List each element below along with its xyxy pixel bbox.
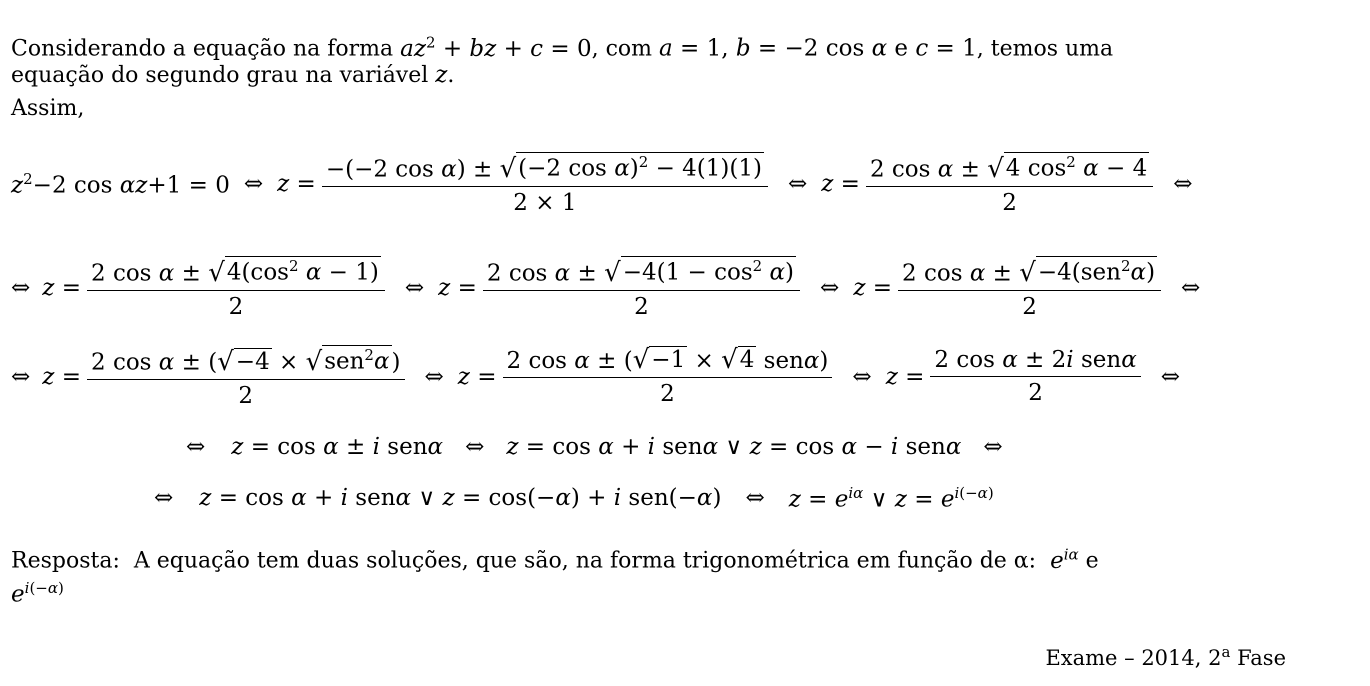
- equation-row-3: [11, 345, 1194, 409]
- equation-row-2: [11, 256, 1214, 320]
- fraction-factor-4: 2 cos α ± √ $4(\cos^2$ α − 1) 2: [87, 256, 385, 320]
- equivalence-symbol: ⇔: [852, 363, 872, 390]
- answer-label: Resposta:: [11, 548, 120, 574]
- ordinal-indicator: a: [1221, 643, 1231, 661]
- equivalence-symbol: ⇔: [1181, 274, 1201, 301]
- fraction-sen-squared: 2 cos α ± √ −4(sen$^2$α) 2: [898, 256, 1161, 320]
- intro-text-start: Considerando a equação na forma: [11, 36, 401, 62]
- fraction-negative-4: 2 cos α ± √ $-4(1 - \cos^2 \alpha)$ 2: [483, 256, 800, 320]
- intro-line-3: Assim,: [11, 96, 85, 121]
- intro-text-end: , temos uma: [976, 36, 1114, 62]
- simplified-fraction-1: 2 cos α ± √ 4 $\cos^2 \alpha - 4$ 2: [866, 152, 1153, 216]
- fraction-imaginary-unit: 2 cos α ± ( √ −1 × √ 4 senα) 2: [503, 346, 833, 407]
- equivalence-symbol: ⇔: [186, 434, 206, 460]
- equation-row-1: [11, 152, 1206, 216]
- answer-solution-1: $e^{i\alpha}$: [1050, 545, 1079, 574]
- z-equals: z =: [821, 170, 860, 197]
- equivalence-symbol: ⇔: [11, 363, 31, 390]
- equivalence-symbol: ⇔: [745, 485, 765, 512]
- equation-row-5: [154, 484, 994, 513]
- intro-text-mid: , com: [591, 36, 660, 62]
- z-equals: z =: [42, 363, 81, 390]
- z-equals: z =: [277, 170, 316, 197]
- quadratic-equation: $z^2-2$ cos αz+1 = 0: [11, 169, 230, 199]
- equivalence-symbol: ⇔: [404, 274, 425, 301]
- equivalence-symbol: ⇔: [1160, 363, 1181, 390]
- answer-conjunction: e: [1085, 548, 1099, 574]
- z-equals: z =: [853, 274, 893, 301]
- trig-solutions-split: z = cos α + i senα ∨ z = cos α − i senα: [506, 434, 962, 460]
- equivalence-symbol: ⇔: [1173, 170, 1193, 197]
- z-equals: z =: [457, 363, 497, 390]
- equivalence-symbol: ⇔: [11, 274, 31, 301]
- trig-solution-pm: z = cos α ± i senα: [231, 434, 444, 460]
- equivalence-symbol: ⇔: [983, 434, 1003, 460]
- quadratic-formula-fraction: −(−2 cos α) ± √ (−2 cos α)$^2$ − 4(1)(1) 2 × 1: [322, 152, 768, 216]
- answer-line-1: [11, 537, 1099, 579]
- intro-text-2: equação do segundo grau na variável: [11, 63, 436, 88]
- equivalence-symbol: ⇔: [424, 363, 444, 390]
- trig-solutions-negative-angle: z = cos α + i senα ∨ z = cos(−α) + i sen(−α): [199, 485, 722, 512]
- fraction-2i-sen: $\frac{\text{2 cos α ± 2i senα}}{2}$: [930, 347, 1140, 406]
- equivalence-symbol: ⇔: [465, 434, 485, 460]
- exam-reference: [1045, 643, 1286, 670]
- coefficients: a = 1, b = −2 cos α e c = 1: [659, 35, 977, 62]
- variable-z: z: [435, 62, 448, 88]
- equivalence-symbol: ⇔: [820, 274, 840, 301]
- z-equals: z =: [42, 274, 81, 301]
- exponential-solutions: $z = e^{i\alpha}$ ∨ $z = e^{i(-\alpha)}$: [788, 484, 994, 513]
- z-equals: z =: [438, 274, 477, 301]
- answer-text: A equação tem duas soluções, que são, na forma trigonométrica em função de α:: [133, 548, 1037, 574]
- exam-phase: Fase: [1237, 646, 1286, 670]
- answer-solution-2: $e^{i(-\alpha)}$: [11, 579, 64, 608]
- z-equals: z =: [885, 363, 925, 390]
- equivalence-symbol: ⇔: [787, 170, 808, 197]
- equation-row-4: [186, 434, 1025, 460]
- equivalence-symbol: ⇔: [154, 485, 174, 512]
- intro-line-2: equação do segundo grau na variável z.: [11, 62, 455, 88]
- fraction-split-roots: 2 cos α ± ( √ −4 × √ sen$^2$α ) 2: [87, 345, 405, 409]
- equivalence-symbol: ⇔: [243, 170, 264, 197]
- exam-year: Exame – 2014, 2: [1045, 646, 1222, 670]
- general-equation: $az^2$ + bz + c = 0: [400, 33, 592, 62]
